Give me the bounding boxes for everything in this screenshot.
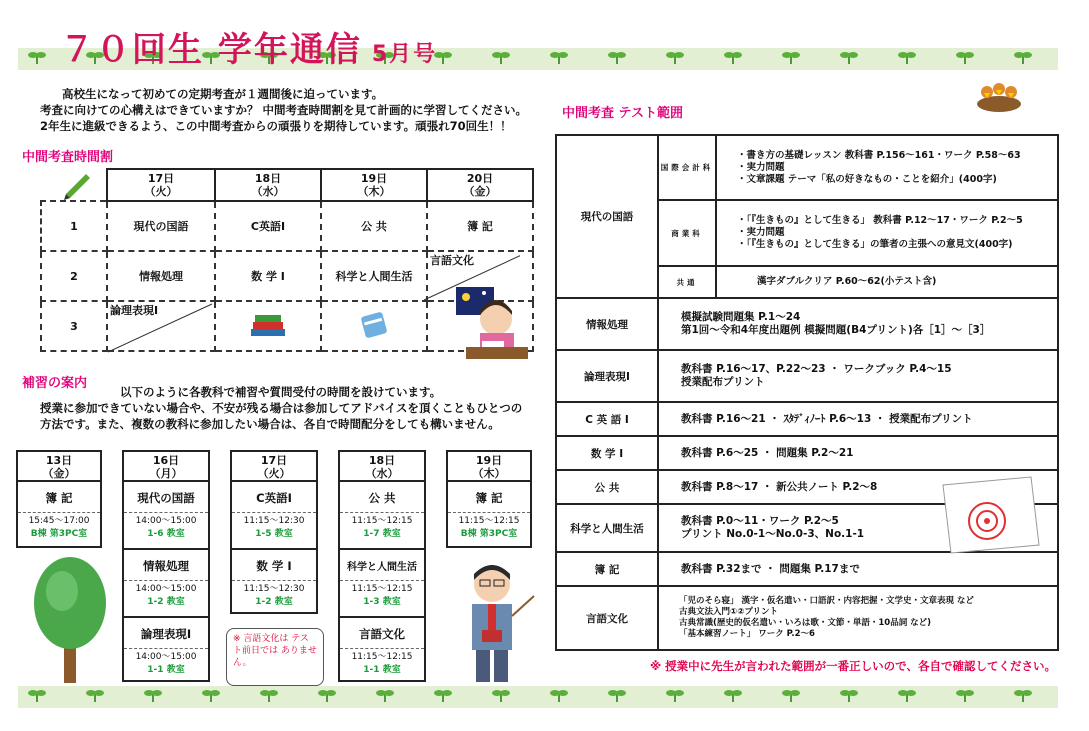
sprout-icon bbox=[376, 686, 394, 702]
hosyu-subject: 簿 記 bbox=[475, 491, 503, 505]
sprout-icon bbox=[492, 686, 510, 702]
test-range-content: 漢字ダブルクリア P.60～62(小テスト含) bbox=[716, 266, 1058, 298]
hosyu-day-card bbox=[122, 450, 210, 682]
exam-subject: 公 共 bbox=[321, 201, 427, 251]
sprout-icon bbox=[840, 686, 858, 702]
test-range-content: 模擬試験問題集 P.1～24 第1回～令和4年度出題例 模擬問題(B4プリント)各［1］～［3］ bbox=[658, 298, 1058, 350]
test-range-heading: 中間考査 テスト範囲 bbox=[562, 106, 684, 121]
hosyu-room: 1-3 教室 bbox=[363, 597, 401, 607]
test-subject: C 英 語 Ⅰ bbox=[556, 402, 658, 436]
sprout-icon bbox=[608, 48, 626, 64]
sprout-icon bbox=[260, 686, 278, 702]
teacher-illustration bbox=[452, 560, 536, 684]
hosyu-room: 1-2 教室 bbox=[255, 597, 293, 607]
sprout-icon bbox=[28, 686, 46, 702]
hosyu-room: 1-2 教室 bbox=[147, 597, 185, 607]
tree-illustration bbox=[30, 555, 110, 687]
sprout-icon bbox=[956, 48, 974, 64]
hosyu-time: 11:15～12:15 bbox=[448, 512, 530, 528]
sprout-icon bbox=[724, 48, 742, 64]
bottom-note: ※ 授業中に先生が言われた範囲が一番正しいので、各自で確認してください。 bbox=[650, 659, 1056, 673]
intro-line: 2年生に進級できるよう、この中間考査からの頑張りを期待しています。頑張れ70回生！！ bbox=[40, 119, 512, 133]
title-main: ７０回生 学年通信 bbox=[60, 30, 362, 70]
hosyu-line: 方法です。また、複数の教科に参加したい場合は、各自で時間配分をしても構いません。 bbox=[40, 417, 500, 431]
hosyu-time: 14:00～15:00 bbox=[124, 580, 208, 596]
hosyu-room: 1-1 教室 bbox=[363, 665, 401, 675]
hosyu-date: 13日 （金） bbox=[18, 452, 100, 482]
sprout-icon bbox=[28, 48, 46, 64]
test-range-content: ・「『生きもの』として生きる」 教科書 P.12～17・ワーク P.2～5 ・実力問題 ・「『生きもの』として生きる」の筆者の主張への意見文(400字) bbox=[716, 200, 1058, 266]
hosyu-subject: 科学と人間生活 bbox=[347, 562, 417, 573]
test-subject: 公 共 bbox=[556, 470, 658, 504]
hosyu-subject: 簿 記 bbox=[45, 491, 73, 505]
sprout-icon bbox=[608, 686, 626, 702]
hosyu-subject: 現代の国語 bbox=[137, 491, 195, 505]
hosyu-room: 1-6 教室 bbox=[147, 529, 185, 539]
test-range-content: 「児のそら寝」 漢字・仮名遣い・口語訳・内容把握・文学史・文章表現 など 古典文法入門①②プリント 古典常識(歴史的仮名遣い・いろは歌・文節・単語・10品詞 など) 「基本練習ノート」 ワーク P.2～6 bbox=[658, 586, 1058, 650]
title-month: 5月号 bbox=[371, 42, 438, 67]
test-sub-course: 商業科 bbox=[658, 200, 716, 266]
exam-subject: C英語Ⅰ bbox=[215, 201, 321, 251]
exam-schedule-heading: 中間考査時間割 bbox=[22, 150, 114, 165]
sprout-icon bbox=[550, 686, 568, 702]
sprout-icon bbox=[666, 48, 684, 64]
hosyu-date: 16日 （月） bbox=[124, 452, 208, 482]
test-sub-course: 共通 bbox=[658, 266, 716, 298]
test-range-table bbox=[555, 134, 1059, 651]
exam-subject: 論理表現Ⅰ bbox=[107, 301, 215, 351]
sprout-icon bbox=[898, 48, 916, 64]
exam-subject: 現代の国語 bbox=[107, 201, 215, 251]
hosyu-room: B棟 第3PC室 bbox=[460, 529, 518, 539]
hosyu-subject: 論理表現Ⅰ bbox=[140, 627, 192, 641]
hosyu-time: 14:00～15:00 bbox=[124, 512, 208, 528]
sprout-icon bbox=[86, 686, 104, 702]
hosyu-date: 19日 （木） bbox=[448, 452, 530, 482]
test-range-content: 教科書 P.16～17、P.22～23 ・ ワークブック P.4～15 授業配布プリント bbox=[658, 350, 1058, 402]
hosyu-date: 17日 （火） bbox=[232, 452, 316, 482]
hosyu-subject: C英語Ⅰ bbox=[256, 491, 292, 505]
exam-subject: 数 学 Ⅰ bbox=[215, 251, 321, 301]
hosyu-time: 11:15～12:15 bbox=[340, 580, 424, 596]
bottom-sprouts bbox=[18, 684, 1058, 706]
hosyu-subject: 情報処理 bbox=[143, 559, 189, 573]
sprout-icon bbox=[840, 48, 858, 64]
hosyu-time: 14:00～15:00 bbox=[124, 648, 208, 664]
test-range-content: 教科書 P.16～21 ・ ｽﾀﾃﾞｨﾉｰﾄ P.6～13 ・ 授業配布プリント bbox=[658, 402, 1058, 436]
sprout-icon bbox=[666, 686, 684, 702]
period-number: 3 bbox=[41, 301, 107, 351]
sprout-icon bbox=[202, 686, 220, 702]
page-title bbox=[60, 22, 437, 71]
test-range-content: 教科書 P.6～25 ・ 問題集 P.2～21 bbox=[658, 436, 1058, 470]
sprout-icon bbox=[434, 686, 452, 702]
test-subject: 数 学 Ⅰ bbox=[556, 436, 658, 470]
hosyu-lead: 以下のように各教科で補習や質問受付の時間を設けています。 bbox=[120, 385, 442, 399]
hosyu-room: 1-7 教室 bbox=[363, 529, 401, 539]
exam-day: 17日 （火） bbox=[107, 169, 215, 201]
hosyu-day-card bbox=[230, 450, 318, 614]
test-range-content: 教科書 P.32まで ・ 問題集 P.17まで bbox=[658, 552, 1058, 586]
hosyu-text bbox=[40, 384, 522, 432]
sprout-icon bbox=[492, 48, 510, 64]
student-studying-illustration bbox=[452, 285, 532, 363]
hosyu-date: 18日 （水） bbox=[340, 452, 424, 482]
test-paper-illustration bbox=[935, 475, 1045, 555]
sprout-icon bbox=[782, 686, 800, 702]
hosyu-time: 11:15～12:30 bbox=[232, 580, 316, 596]
exam-subject: 言語文化 bbox=[427, 251, 533, 301]
sprout-icon bbox=[318, 686, 336, 702]
test-sub-course: 国際会計科 bbox=[658, 135, 716, 200]
test-subject: 論理表現Ⅰ bbox=[556, 350, 658, 402]
birds-nest-illustration bbox=[975, 78, 1023, 112]
hosyu-day-card bbox=[446, 450, 532, 548]
hosyu-room: 1-5 教室 bbox=[255, 529, 293, 539]
hosyu-subject: 言語文化 bbox=[359, 627, 405, 641]
hosyu-heading: 補習の案内 bbox=[22, 376, 88, 391]
hosyu-time: 11:15～12:15 bbox=[340, 648, 424, 664]
hosyu-day-card bbox=[338, 450, 426, 682]
test-range-content: 教科書 P.0～11・ワーク P.2～5 プリント No.0-1～No.0-3、No.1-1 bbox=[658, 504, 1058, 552]
test-subject: 言語文化 bbox=[556, 586, 658, 650]
test-subject: 簿 記 bbox=[556, 552, 658, 586]
hosyu-day-card bbox=[16, 450, 102, 548]
period-number: 1 bbox=[41, 201, 107, 251]
hosyu-time: 15:45～17:00 bbox=[18, 512, 100, 528]
hosyu-room: 1-1 教室 bbox=[147, 665, 185, 675]
sprout-icon bbox=[782, 48, 800, 64]
sprout-icon bbox=[956, 686, 974, 702]
hosyu-room: B棟 第3PC室 bbox=[30, 529, 88, 539]
test-subject: 現代の国語 bbox=[556, 135, 658, 298]
test-subject: 科学と人間生活 bbox=[556, 504, 658, 552]
blank-cell-lines bbox=[40, 200, 520, 360]
sprout-icon bbox=[1014, 48, 1032, 64]
sprout-icon bbox=[724, 686, 742, 702]
exam-subject: 情報処理 bbox=[107, 251, 215, 301]
intro-text bbox=[40, 86, 527, 134]
hosyu-time: 11:15～12:15 bbox=[340, 512, 424, 528]
callout-note: ※ 言語文化は テスト前日では ありません。 bbox=[226, 628, 324, 686]
exam-day: 20日 （金） bbox=[427, 169, 533, 201]
hosyu-line: 授業に参加できていない場合や、不安が残る場合は参加してアドバイスを頂くこともひとつの bbox=[40, 401, 523, 415]
test-subject: 情報処理 bbox=[556, 298, 658, 350]
hosyu-subject: 数 学 Ⅰ bbox=[256, 559, 292, 573]
sprout-icon bbox=[550, 48, 568, 64]
period-number: 2 bbox=[41, 251, 107, 301]
intro-line: 高校生になって初めての定期考査が１週間後に迫っています。 bbox=[62, 87, 384, 101]
sprout-icon bbox=[1014, 686, 1032, 702]
exam-day: 18日 （水） bbox=[215, 169, 321, 201]
exam-subject: 簿 記 bbox=[427, 201, 533, 251]
sprout-icon bbox=[144, 686, 162, 702]
hosyu-subject: 公 共 bbox=[368, 491, 396, 505]
test-range-content: 教科書 P.8～17 ・ 新公共ノート P.2～8 bbox=[658, 470, 1058, 504]
hosyu-time: 11:15～12:30 bbox=[232, 512, 316, 528]
test-range-content: ・書き方の基礎レッスン 教科書 P.156～161・ワーク P.58～63 ・実力問題 ・文章課題 テーマ「私の好きなもの・ことを紹介」(400字) bbox=[716, 135, 1058, 200]
exam-day: 19日 （木） bbox=[321, 169, 427, 201]
sprout-icon bbox=[898, 686, 916, 702]
intro-line: 考査に向けての心構えはできていますか？ 中間考査時間割を見て計画的に学習してください。 bbox=[40, 103, 527, 117]
exam-subject: 科学と人間生活 bbox=[321, 251, 427, 301]
